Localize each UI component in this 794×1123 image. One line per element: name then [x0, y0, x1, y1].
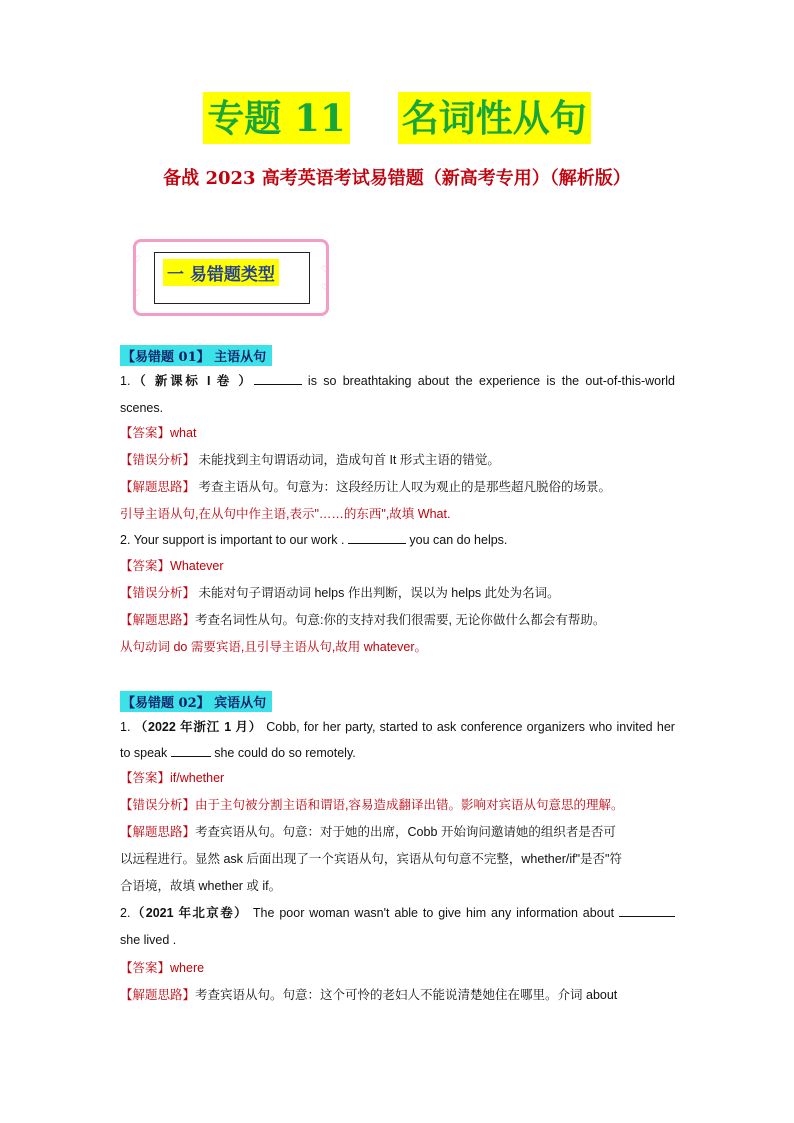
solution-row: 【解题思路】考查名词性从句。句意:你的支持对我们很需要, 无论你做什么都会有帮助。 — [120, 613, 606, 627]
solution-row-continued: 合语境，故填 whether 或 if。 — [120, 879, 282, 893]
page-subtitle: 备战 2023 高考英语考试易错题（新高考专用）（解析版） — [163, 168, 631, 189]
question-2-line-1: 2.（2021 年北京卷） The poor woman wasn't able to give him any information about — [120, 903, 675, 923]
question-2-line-2: she lived . — [120, 933, 177, 947]
solution-row: 【解题思路】考查宾语从句。句意：这个可怜的老妇人不能说清楚她住在哪里。介词 about — [120, 988, 618, 1002]
answer-blank — [619, 904, 675, 917]
solution-row-continued: 引导主语从句,在从句中作主语,表示"……的东西",故填 What. — [120, 507, 451, 521]
answer-row: 【答案】Whatever — [120, 559, 224, 573]
question-1-line-1: 1.（ 新课标 I 卷 ） is so breathtaking about the experience is the out-of-this-world — [120, 374, 675, 388]
answer-blank — [348, 531, 406, 544]
heart-icon: ♡ — [133, 289, 142, 299]
heart-icon: ♡ — [133, 255, 142, 265]
error-analysis-row: 【错误分析】 未能对句子谓语动词 helps 作出判断，误以为 helps 此处为名词。 — [120, 586, 560, 600]
heart-icon: ♡ — [320, 283, 329, 293]
answer-blank — [254, 372, 302, 385]
section-label-02: 【易错题 02】 宾语从句 — [120, 691, 272, 712]
solution-row: 【解题思路】考查宾语从句。句意：对于她的出席，Cobb 开始询问邀请她的组织者是否可 — [120, 825, 616, 839]
answer-blank — [171, 744, 211, 757]
answer-row: 【答案】what — [120, 426, 197, 440]
heart-icon: ♡ — [320, 265, 329, 275]
question-1-line-2: to speak she could do so remotely. — [120, 746, 356, 760]
question-1-line-1: 1. （2022 年浙江 1 月） Cobb, for her party, started to ask conference organizers who invited her — [120, 720, 675, 734]
section-heading: 一 易错题类型 — [163, 259, 279, 286]
error-analysis-row: 【错误分析】由于主句被分割主语和谓语,容易造成翻译出错。影响对宾语从句意思的理解。 — [120, 798, 624, 812]
section-label-01: 【易错题 01】 主语从句 — [120, 345, 272, 366]
solution-row-continued: 以远程进行。显然 ask 后面出现了一个宾语从句，宾语从句句意不完整，whether/if"是否"符 — [120, 852, 622, 866]
page-title — [0, 92, 794, 144]
question-2-line-1: 2. Your support is important to our work . you can do helps. — [120, 533, 508, 547]
title-topic-number: 专题 11 — [203, 92, 349, 144]
question-1-line-2: scenes. — [120, 401, 164, 415]
solution-row-continued: 从句动词 do 需要宾语,且引导主语从句,故用 whatever。 — [120, 640, 427, 654]
error-analysis-row: 【错误分析】 未能找到主句谓语动词，造成句首 It 形式主语的错觉。 — [120, 453, 500, 467]
title-topic-name: 名词性从句 — [398, 92, 591, 144]
solution-row: 【解题思路】 考查主语从句。句意为：这段经历让人叹为观止的是那些超凡脱俗的场景。 — [120, 480, 611, 494]
answer-row: 【答案】where — [120, 961, 205, 975]
answer-row: 【答案】if/whether — [120, 771, 225, 785]
